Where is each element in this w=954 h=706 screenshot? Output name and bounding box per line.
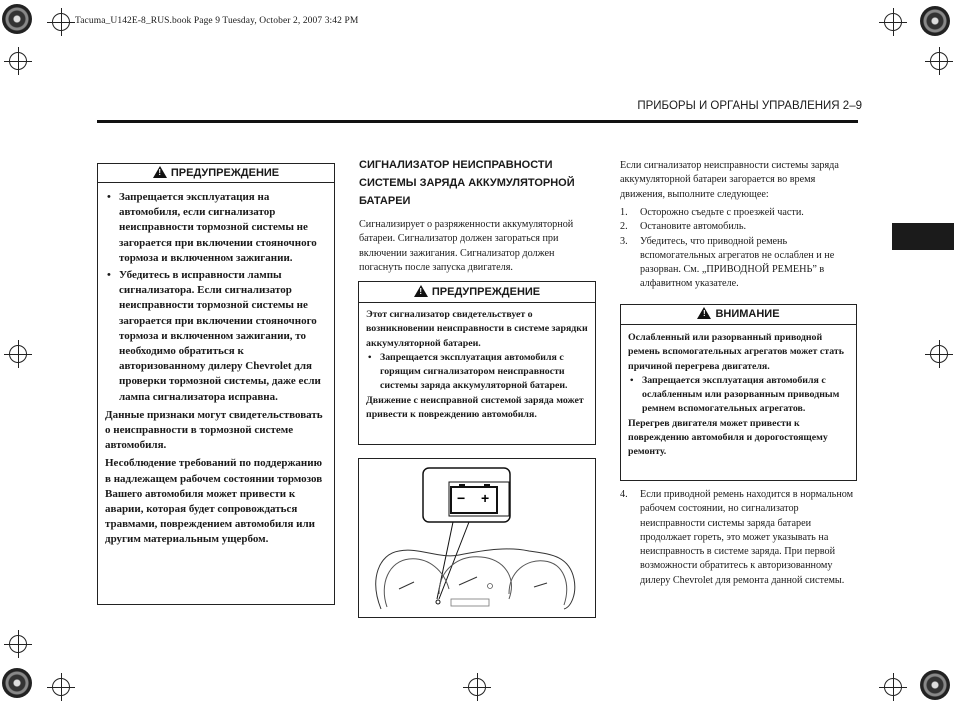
procedure-step-4: [620, 488, 856, 588]
warning-paragraph: Этот сигнализатор свидетельствует о возникновении неисправности в системе зарядки аккумуляторной батареи.: [366, 309, 588, 349]
registration-mark-icon: [930, 345, 948, 363]
registration-mark-icon: [9, 635, 27, 653]
caution-title: !ВНИМАНИЕ: [621, 305, 856, 325]
section-heading: СИГНАЛИЗАТОР НЕИСПРАВНОСТИ СИСТЕМЫ ЗАРЯДА АККУМУЛЯТОРНОЙ БАТАРЕИ: [359, 159, 575, 207]
column3-intro: Если сигнализатор неисправности системы заряда аккумуляторной батареи загорается во время движения, выполните следующее:: [620, 160, 839, 200]
color-target-icon: [2, 4, 32, 34]
warning-bullet: • Убедитесь в исправности лампы сигнализатора. Если сигнализатор неисправности тормозной системы не загорается при включении стояночного тормоза и включенном зажигании, то необходимо обратиться к авторизованному дилеру Chevrolet для проверки тормозной системы, даже если лампа сигнализатора исправна.: [105, 268, 326, 405]
registration-mark-icon: [52, 13, 70, 31]
registration-mark-icon: [9, 52, 27, 70]
page-header: ПРИБОРЫ И ОРГАНЫ УПРАВЛЕНИЯ 2–9: [637, 100, 862, 112]
battery-warning-box: [358, 281, 596, 445]
warning-paragraph: Движение с неисправной системой заряда может привести к повреждению автомобиля.: [366, 394, 584, 421]
caution-box: [620, 304, 857, 481]
caution-bullet: • Запрещается эксплуатация автомобиля с ослабленным или разорванным приводным ремнем вспомогательных агрегатов.: [628, 374, 852, 417]
color-target-icon: [920, 670, 950, 700]
file-info-line: Tacuma_U142E-8_RUS.book Page 9 Tuesday, October 2, 2007 3:42 PM: [75, 16, 359, 26]
procedure-steps: [620, 206, 856, 292]
section-tab: [892, 223, 954, 250]
registration-mark-icon: [884, 13, 902, 31]
warning-paragraph: Несоблюдение требований по поддержанию в надлежащем рабочем состоянии тормозов Вашего автомобиля может привести к аварии, которая будет сопровождаться травмами, повреждением автомобиля или другим материальным ущербом.: [105, 457, 323, 546]
warning-title: !ПРЕДУПРЕЖДЕНИЕ: [359, 282, 595, 303]
color-target-icon: [920, 6, 950, 36]
battery-minus-sign: −: [457, 490, 466, 506]
section-intro: Сигнализирует о разряженности аккумуляторной батареи. Сигнализатор должен загораться при включении зажигания. Сигнализатор должен погаснуть после запуска двигателя.: [359, 219, 574, 273]
list-item: 1. Осторожно съедьте с проезжей части.: [620, 207, 804, 218]
registration-mark-icon: [884, 678, 902, 696]
registration-mark-icon: [930, 52, 948, 70]
list-item: 2. Остановите автомобиль.: [620, 221, 747, 233]
registration-mark-icon: [9, 345, 27, 363]
warning-bullet: • Запрещается эксплуатация автомобиля с горящим сигнализатором неисправности системы заряда аккумуляторной батареи.: [366, 351, 589, 394]
brake-warning-box: [97, 163, 335, 605]
color-target-icon: [2, 668, 32, 698]
instrument-illustration: [358, 458, 596, 618]
warning-triangle-icon: [697, 307, 711, 319]
caution-paragraph: Перегрев двигателя может привести к повреждению автомобиля и дорогостоящему ремонту.: [628, 417, 828, 458]
warning-paragraph: Данные признаки могут свидетельствовать о неисправности в тормозной системе автомобиля.: [105, 408, 323, 452]
list-item: 3. Убедитесь, что приводной ремень вспомогательных агрегатов не ослаблен и не разорван. См. „ПРИВОДНОЙ РЕМЕНЬ” в алфавитном указателе.: [620, 235, 835, 290]
header-rule: [97, 120, 858, 123]
battery-plus-sign: +: [481, 490, 490, 506]
registration-mark-icon: [52, 678, 70, 696]
instrument-cluster-drawing: [359, 459, 595, 617]
warning-triangle-icon: [414, 285, 428, 297]
caution-paragraph: Ослабленный или разорванный приводной ремень вспомогательных агрегатов может стать причиной перегрева двигателя.: [628, 332, 844, 372]
warning-title: !ПРЕДУПРЕЖДЕНИЕ: [98, 164, 334, 183]
warning-bullet: • Запрещается эксплуатация на автомобиля, если сигнализатор неисправности тормозной системы не загорается при включении стояночного тормоза и включенном зажигании.: [105, 190, 326, 266]
registration-mark-icon: [468, 678, 486, 696]
warning-triangle-icon: [153, 166, 167, 178]
list-item: 4. Если приводной ремень находится в нормальном рабочем состоянии, но сигнализатор неисправности системы заряда батареи продолжает гореть, это может указывать на неисправность в системе заряда. При первой возможности обратитесь к авторизованному дилеру Chevrolet для ремонта данной системы.: [620, 489, 854, 586]
